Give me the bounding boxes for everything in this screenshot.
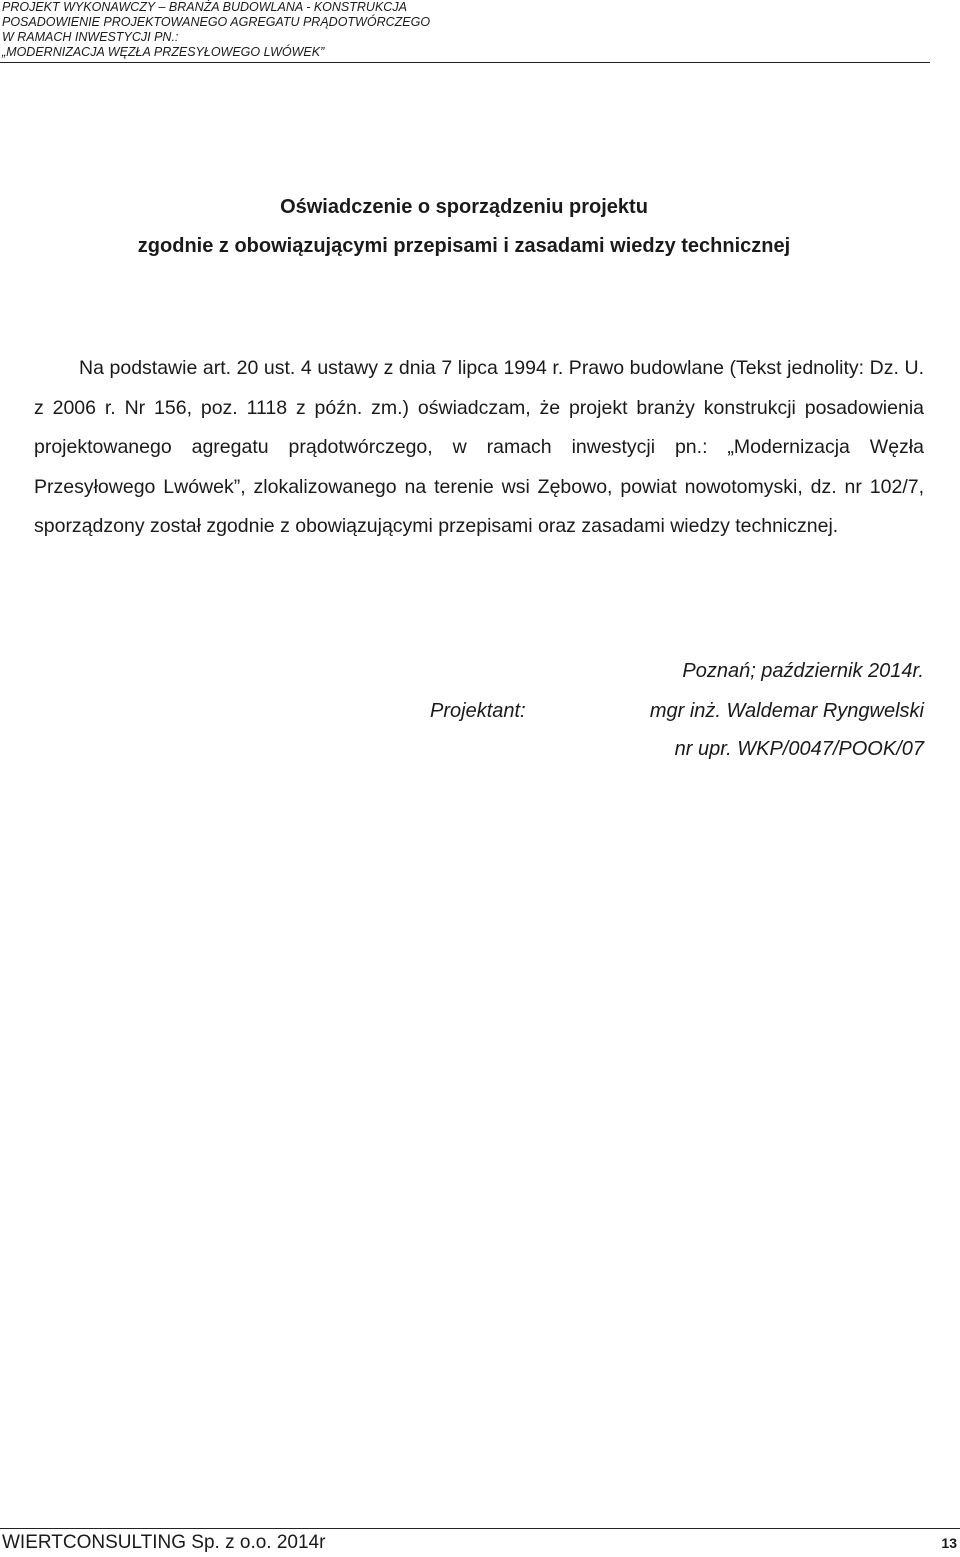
header-line-2: POSADOWIENIE PROJEKTOWANEGO AGREGATU PRĄDOTWÓRCZEGO bbox=[2, 15, 431, 29]
page-footer bbox=[0, 1528, 960, 1557]
page-header bbox=[0, 0, 930, 63]
footer-company: WIERTCONSULTING Sp. z o.o. 2014r bbox=[2, 1532, 326, 1553]
license-number: nr upr. WKP/0047/POOK/07 bbox=[674, 738, 924, 760]
designer-label: Projektant: bbox=[430, 700, 526, 722]
place-date: Poznań; październik 2014r. bbox=[682, 660, 924, 682]
document-title: Oświadczenie o sporządzeniu projektu bbox=[280, 196, 648, 218]
header-line-4: „MODERNIZACJA WĘZŁA PRZESYŁOWEGO LWÓWEK” bbox=[2, 45, 325, 59]
designer-name: mgr inż. Waldemar Ryngwelski bbox=[649, 700, 924, 722]
page-number: 13 bbox=[941, 1535, 957, 1551]
declaration-paragraph: Na podstawie art. 20 ust. 4 ustawy z dnia 7 lipca 1994 r. Prawo budowlane (Tekst jednolity: Dz. U. z 2006 r. Nr 156, poz. 1118 z późn. zm.) oświadczam, że projekt branży konstrukcji posadowienia projektowanego agregatu prądotwórczego, w ramach inwestycji pn.: „Modernizacja Węzła Przesyłowego Lwówek”, zlokalizowanego na terenie wsi Zębowo, powiat nowotomyski, dz. nr 102/7, sporządzony został zgodnie z obowiązującymi przepisami oraz zasadami wiedzy technicznej. bbox=[34, 357, 924, 537]
document-subtitle: zgodnie z obowiązującymi przepisami i zasadami wiedzy technicznej bbox=[137, 235, 791, 257]
header-line-3: W RAMACH INWESTYCJI PN.: bbox=[2, 30, 179, 44]
header-line-1: PROJEKT WYKONAWCZY – BRANŻA BUDOWLANA - KONSTRUKCJA bbox=[2, 0, 407, 14]
